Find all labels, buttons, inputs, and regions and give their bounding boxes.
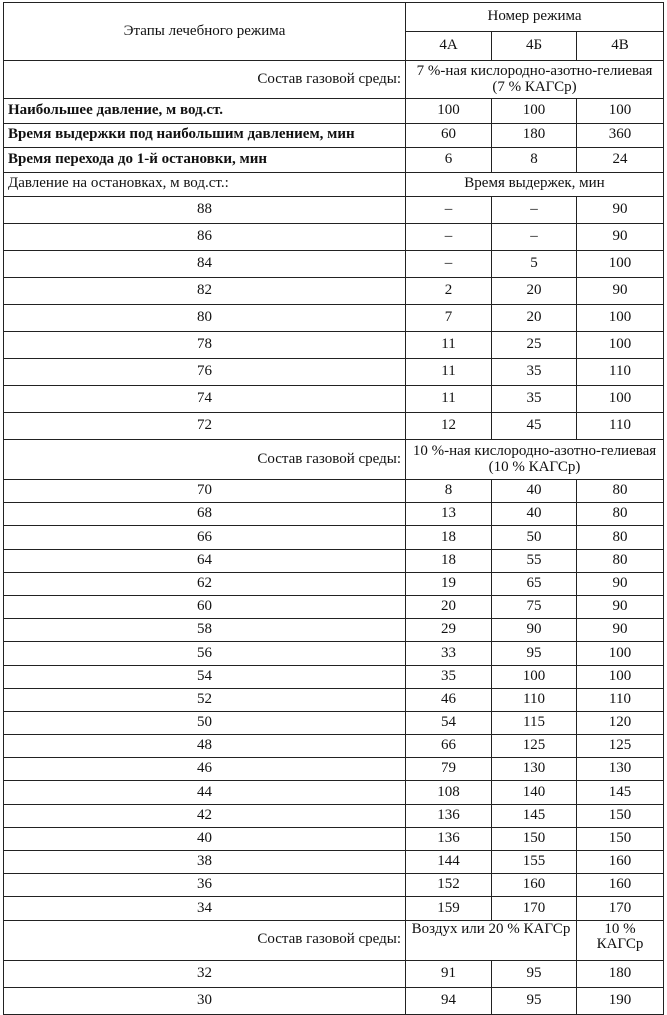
stop-time: 35 bbox=[492, 359, 577, 386]
stop-time: 5 bbox=[492, 251, 577, 278]
gas-composition-value-3c: 10 % КАГСр bbox=[577, 920, 664, 960]
stop-time: 110 bbox=[577, 413, 664, 440]
stop-time: 50 bbox=[492, 526, 577, 549]
stop-depth: 76 bbox=[4, 359, 406, 386]
parameter-label: Время выдержки под наибольшим давлением, мин bbox=[4, 123, 406, 148]
stop-row bbox=[4, 526, 664, 549]
gas-composition-label-1: Состав газовой среды: bbox=[4, 61, 406, 99]
stop-time: 152 bbox=[406, 874, 492, 897]
stop-time: 91 bbox=[406, 960, 492, 987]
stop-row bbox=[4, 851, 664, 874]
stop-time: 40 bbox=[492, 480, 577, 503]
stop-time: 170 bbox=[492, 897, 577, 920]
stop-time: – bbox=[406, 224, 492, 251]
stop-row bbox=[4, 332, 664, 359]
stop-time: 155 bbox=[492, 851, 577, 874]
stop-depth: 62 bbox=[4, 572, 406, 595]
stop-time: 80 bbox=[577, 549, 664, 572]
stop-depth: 60 bbox=[4, 595, 406, 618]
stop-depth: 82 bbox=[4, 278, 406, 305]
stop-time: 100 bbox=[577, 386, 664, 413]
stop-time: 80 bbox=[577, 526, 664, 549]
stop-row bbox=[4, 804, 664, 827]
stop-time: 33 bbox=[406, 642, 492, 665]
stop-row bbox=[4, 278, 664, 305]
stop-time: 160 bbox=[492, 874, 577, 897]
gas-composition-label-3: Состав газовой среды: bbox=[4, 920, 406, 960]
stop-time: 150 bbox=[577, 827, 664, 850]
stop-time: 108 bbox=[406, 781, 492, 804]
stop-time: 2 bbox=[406, 278, 492, 305]
stop-time: 11 bbox=[406, 386, 492, 413]
stop-depth: 30 bbox=[4, 987, 406, 1014]
parameter-value: 100 bbox=[492, 99, 577, 124]
stop-time: 13 bbox=[406, 503, 492, 526]
stop-depth: 34 bbox=[4, 897, 406, 920]
stop-time: 8 bbox=[406, 480, 492, 503]
stop-time: 90 bbox=[577, 197, 664, 224]
stop-time: 65 bbox=[492, 572, 577, 595]
mode-4a-header: 4А bbox=[406, 32, 492, 61]
parameter-label: Наибольшее давление, м вод.ст. bbox=[4, 99, 406, 124]
stop-row bbox=[4, 549, 664, 572]
stops-time-label: Время выдержек, мин bbox=[406, 172, 664, 197]
stop-depth: 42 bbox=[4, 804, 406, 827]
stop-time: 45 bbox=[492, 413, 577, 440]
stop-time: 80 bbox=[577, 480, 664, 503]
stop-time: 115 bbox=[492, 711, 577, 734]
stop-time: 80 bbox=[577, 503, 664, 526]
stop-time: 79 bbox=[406, 758, 492, 781]
parameter-row bbox=[4, 148, 664, 173]
parameter-value: 24 bbox=[577, 148, 664, 173]
stop-row bbox=[4, 642, 664, 665]
stop-depth: 58 bbox=[4, 619, 406, 642]
stop-time: 170 bbox=[577, 897, 664, 920]
mode-4c-header: 4В bbox=[577, 32, 664, 61]
parameter-row bbox=[4, 123, 664, 148]
stop-row bbox=[4, 480, 664, 503]
gas-composition-label-2: Состав газовой среды: bbox=[4, 440, 406, 480]
stops-header-row bbox=[4, 172, 664, 197]
stop-time: 20 bbox=[492, 305, 577, 332]
stop-depth: 36 bbox=[4, 874, 406, 897]
parameter-row bbox=[4, 99, 664, 124]
stop-depth: 70 bbox=[4, 480, 406, 503]
stop-time: 136 bbox=[406, 827, 492, 850]
stop-depth: 66 bbox=[4, 526, 406, 549]
stop-time: 125 bbox=[577, 735, 664, 758]
stop-time: 11 bbox=[406, 332, 492, 359]
stop-row bbox=[4, 305, 664, 332]
gas-composition-row bbox=[4, 440, 664, 480]
stop-time: 100 bbox=[577, 642, 664, 665]
stop-time: 150 bbox=[577, 804, 664, 827]
stops-pressure-label: Давление на остановках, м вод.ст.: bbox=[4, 172, 406, 197]
stop-time: 95 bbox=[492, 642, 577, 665]
stop-time: 180 bbox=[577, 960, 664, 987]
stop-time: 145 bbox=[492, 804, 577, 827]
stop-row bbox=[4, 960, 664, 987]
parameter-value: 100 bbox=[406, 99, 492, 124]
stop-row bbox=[4, 827, 664, 850]
stop-time: 100 bbox=[577, 305, 664, 332]
stop-time: 125 bbox=[492, 735, 577, 758]
parameter-value: 180 bbox=[492, 123, 577, 148]
stop-time: 144 bbox=[406, 851, 492, 874]
stop-time: 18 bbox=[406, 549, 492, 572]
stop-time: – bbox=[492, 197, 577, 224]
stop-time: – bbox=[492, 224, 577, 251]
stop-row bbox=[4, 987, 664, 1014]
stop-time: 100 bbox=[577, 665, 664, 688]
mode-4b-header: 4Б bbox=[492, 32, 577, 61]
stop-time: 136 bbox=[406, 804, 492, 827]
stop-depth: 84 bbox=[4, 251, 406, 278]
parameter-value: 360 bbox=[577, 123, 664, 148]
mode-number-header: Номер режима bbox=[406, 3, 664, 32]
stop-time: 159 bbox=[406, 897, 492, 920]
stop-row bbox=[4, 251, 664, 278]
stages-header: Этапы лечебного режима bbox=[4, 3, 406, 61]
stop-time: 100 bbox=[577, 251, 664, 278]
stop-depth: 74 bbox=[4, 386, 406, 413]
stop-row bbox=[4, 503, 664, 526]
stop-time: 20 bbox=[492, 278, 577, 305]
stop-time: 90 bbox=[577, 278, 664, 305]
gas-composition-value-1: 7 %-ная кислородно-азотно-гелиевая (7 % КАГСр) bbox=[406, 61, 664, 99]
stop-time: 130 bbox=[577, 758, 664, 781]
stop-time: 20 bbox=[406, 595, 492, 618]
stop-time: 95 bbox=[492, 960, 577, 987]
stop-depth: 48 bbox=[4, 735, 406, 758]
stop-depth: 46 bbox=[4, 758, 406, 781]
stop-time: – bbox=[406, 197, 492, 224]
parameter-value: 6 bbox=[406, 148, 492, 173]
stop-depth: 38 bbox=[4, 851, 406, 874]
stop-row bbox=[4, 413, 664, 440]
stop-depth: 80 bbox=[4, 305, 406, 332]
stop-time: 18 bbox=[406, 526, 492, 549]
stop-time: 94 bbox=[406, 987, 492, 1014]
stop-row bbox=[4, 595, 664, 618]
stop-time: 150 bbox=[492, 827, 577, 850]
stop-time: 160 bbox=[577, 874, 664, 897]
stop-depth: 64 bbox=[4, 549, 406, 572]
stop-depth: 32 bbox=[4, 960, 406, 987]
stop-depth: 44 bbox=[4, 781, 406, 804]
stop-row bbox=[4, 688, 664, 711]
stop-time: 95 bbox=[492, 987, 577, 1014]
stop-time: 46 bbox=[406, 688, 492, 711]
stop-time: 35 bbox=[492, 386, 577, 413]
gas-composition-value-3ab: Воздух или 20 % КАГСр bbox=[406, 920, 577, 960]
parameter-label: Время перехода до 1-й остановки, мин bbox=[4, 148, 406, 173]
stop-depth: 78 bbox=[4, 332, 406, 359]
stop-time: 40 bbox=[492, 503, 577, 526]
gas-composition-row bbox=[4, 920, 664, 960]
stop-time: 19 bbox=[406, 572, 492, 595]
stop-row bbox=[4, 781, 664, 804]
stop-time: 100 bbox=[577, 332, 664, 359]
stop-depth: 52 bbox=[4, 688, 406, 711]
stop-depth: 86 bbox=[4, 224, 406, 251]
stop-time: 55 bbox=[492, 549, 577, 572]
stop-time: 100 bbox=[492, 665, 577, 688]
stop-time: 12 bbox=[406, 413, 492, 440]
stop-row bbox=[4, 735, 664, 758]
stop-time: 11 bbox=[406, 359, 492, 386]
stop-time: 75 bbox=[492, 595, 577, 618]
stop-row bbox=[4, 758, 664, 781]
stop-time: 110 bbox=[577, 688, 664, 711]
gas-composition-value-2: 10 %-ная кислородно-азотно-гелиевая (10 % КАГСр) bbox=[406, 440, 664, 480]
stop-depth: 54 bbox=[4, 665, 406, 688]
stop-row bbox=[4, 572, 664, 595]
stop-depth: 56 bbox=[4, 642, 406, 665]
stop-row bbox=[4, 359, 664, 386]
stop-depth: 72 bbox=[4, 413, 406, 440]
stop-depth: 50 bbox=[4, 711, 406, 734]
stop-row bbox=[4, 224, 664, 251]
stop-time: 160 bbox=[577, 851, 664, 874]
parameter-value: 60 bbox=[406, 123, 492, 148]
stop-time: 90 bbox=[492, 619, 577, 642]
stop-time: – bbox=[406, 251, 492, 278]
stop-time: 29 bbox=[406, 619, 492, 642]
stop-time: 90 bbox=[577, 595, 664, 618]
parameter-value: 100 bbox=[577, 99, 664, 124]
stop-time: 145 bbox=[577, 781, 664, 804]
stop-time: 35 bbox=[406, 665, 492, 688]
stop-time: 140 bbox=[492, 781, 577, 804]
stop-row bbox=[4, 197, 664, 224]
stop-depth: 40 bbox=[4, 827, 406, 850]
stop-time: 90 bbox=[577, 619, 664, 642]
stop-time: 7 bbox=[406, 305, 492, 332]
stop-time: 90 bbox=[577, 224, 664, 251]
parameter-value: 8 bbox=[492, 148, 577, 173]
stop-row bbox=[4, 874, 664, 897]
stop-time: 120 bbox=[577, 711, 664, 734]
stop-depth: 88 bbox=[4, 197, 406, 224]
treatment-mode-table bbox=[3, 2, 664, 1015]
stop-time: 90 bbox=[577, 572, 664, 595]
stop-time: 54 bbox=[406, 711, 492, 734]
stop-row bbox=[4, 897, 664, 920]
stop-row bbox=[4, 665, 664, 688]
stop-depth: 68 bbox=[4, 503, 406, 526]
stop-row bbox=[4, 619, 664, 642]
stop-time: 110 bbox=[577, 359, 664, 386]
stop-time: 130 bbox=[492, 758, 577, 781]
stop-time: 25 bbox=[492, 332, 577, 359]
stop-row bbox=[4, 386, 664, 413]
stop-time: 190 bbox=[577, 987, 664, 1014]
stop-time: 110 bbox=[492, 688, 577, 711]
stop-time: 66 bbox=[406, 735, 492, 758]
stop-row bbox=[4, 711, 664, 734]
